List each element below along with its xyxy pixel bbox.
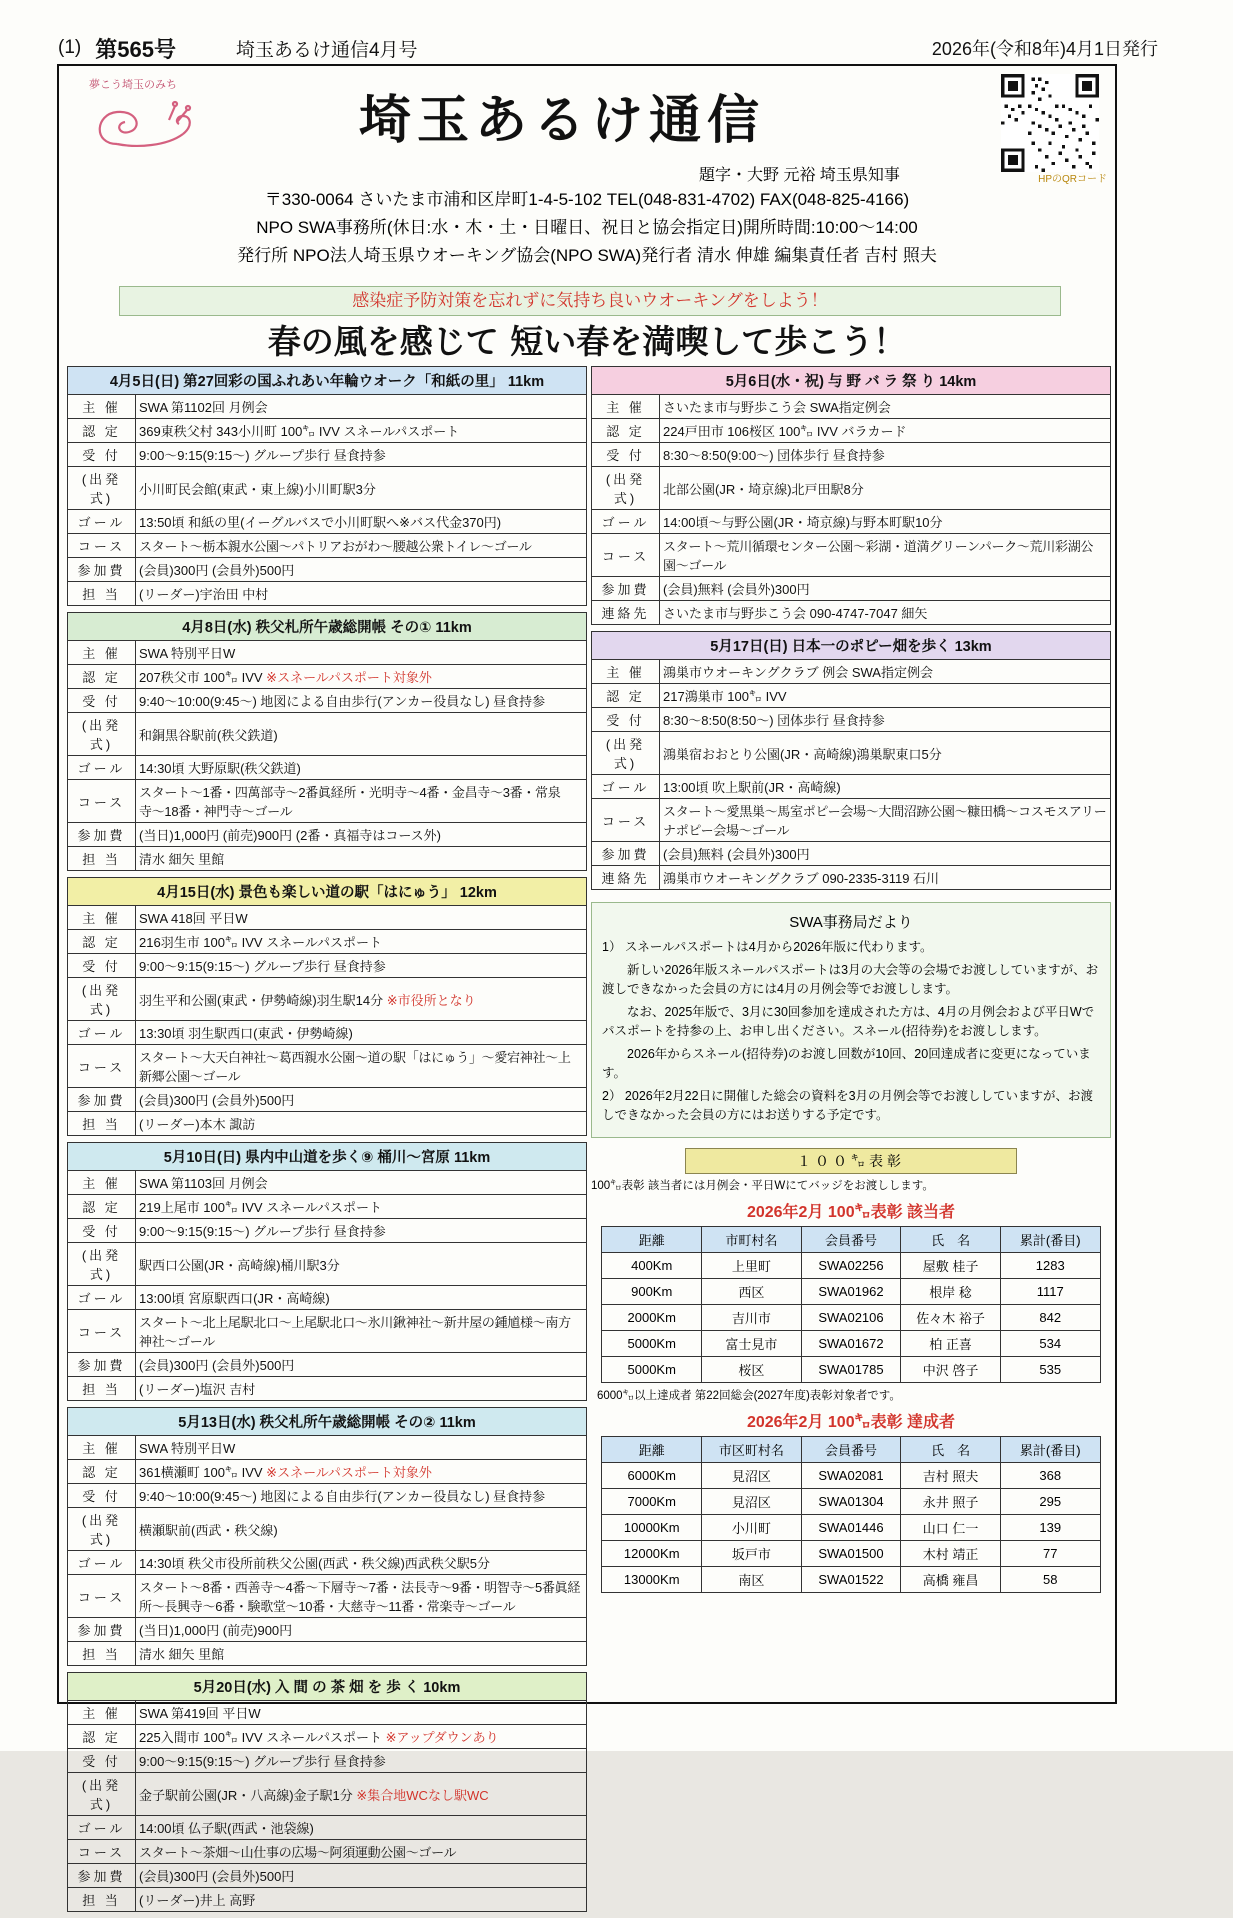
table-cell: 900Km xyxy=(602,1279,702,1305)
address-line-1: 〒330-0064 さいたま市浦和区岸町1-4-5-102 TEL(048-831-4702) FAX(048-825-4166) xyxy=(264,190,910,209)
event-title: 4月8日(水) 秩父札所午歳総開帳 その① 11km xyxy=(68,613,587,641)
row-label: 参加費 xyxy=(68,823,136,847)
row-label: 受 付 xyxy=(68,1749,136,1773)
column-header: 累計(番目) xyxy=(1000,1437,1100,1463)
logo-caption: 夢こう埼玉のみち xyxy=(89,79,177,91)
title-credit: 題字・大野 元裕 埼玉県知事 xyxy=(699,167,900,184)
office-news-item: なお、2025年版で、3月に30回参加を達成された方は、4月の月例会および平日Wでパスポートを持参の上、お申し出ください。スネール(招待券)をお渡しします。 xyxy=(602,1005,1095,1038)
event-block xyxy=(67,612,587,877)
table-cell: 木村 靖正 xyxy=(901,1541,1001,1567)
row-value: 清水 細矢 里館 xyxy=(136,847,587,871)
row-label: 担 当 xyxy=(68,582,136,606)
table-cell: 小川町 xyxy=(702,1515,802,1541)
row-label: (出発式) xyxy=(592,732,660,775)
table-cell: 富士見市 xyxy=(702,1331,802,1357)
row-label: ゴール xyxy=(68,1286,136,1310)
table-cell: 58 xyxy=(1000,1567,1100,1593)
event-block xyxy=(67,1142,587,1407)
column-header: 市区町村名 xyxy=(702,1437,802,1463)
row-label: ゴール xyxy=(68,1551,136,1575)
row-value: 361横瀬町 100㌔ IVV ※スネールパスポート対象外 xyxy=(136,1460,587,1484)
row-value: (会員)無料 (会員外)300円 xyxy=(660,577,1111,601)
row-label: 参加費 xyxy=(68,558,136,582)
page-title: 埼玉あるけ通信 xyxy=(359,90,766,151)
table-cell: 山口 仁一 xyxy=(901,1515,1001,1541)
table-cell: SWA02081 xyxy=(801,1463,901,1489)
table-cell: 2000Km xyxy=(602,1305,702,1331)
table-cell: SWA01962 xyxy=(801,1279,901,1305)
row-label: ゴール xyxy=(68,510,136,534)
row-label: コース xyxy=(68,1310,136,1353)
row-value: 13:50頃 和紙の里(イーグルバスで小川町駅へ※バス代金370円) xyxy=(136,510,587,534)
row-label: 認 定 xyxy=(68,1460,136,1484)
table-cell: 534 xyxy=(1000,1331,1100,1357)
row-value: 9:40〜10:00(9:45〜) 地図による自由歩行(アンカー役員なし) 昼食持参 xyxy=(136,689,587,713)
table-cell: 400Km xyxy=(602,1253,702,1279)
row-value: 鴻巣市ウオーキングクラブ 例会 SWA指定例会 xyxy=(660,660,1111,684)
row-label: コース xyxy=(68,1575,136,1618)
event-block xyxy=(67,1407,587,1672)
row-value: 14:30頃 大野原駅(秩父鉄道) xyxy=(136,756,587,780)
table-cell: 根岸 稔 xyxy=(901,1279,1001,1305)
row-label: 認 定 xyxy=(68,930,136,954)
column-header: 氏 名 xyxy=(901,1437,1001,1463)
table-cell: 368 xyxy=(1000,1463,1100,1489)
row-value: さいたま市与野歩こう会 090-4747-7047 細矢 xyxy=(660,601,1111,625)
row-value: スタート〜愛黒巣〜馬室ポピー会場〜大間沼跡公園〜糠田橋〜コスモスアリーナポピー会場〜ゴール xyxy=(660,799,1111,842)
table-cell: 永井 照子 xyxy=(901,1489,1001,1515)
row-label: 認 定 xyxy=(592,684,660,708)
row-value: スタート〜1番・四萬部寺〜2番眞経所・光明寺〜4番・金昌寺〜3番・常泉寺〜18番・神門寺〜ゴール xyxy=(136,780,587,823)
row-value: 9:00〜9:15(9:15〜) グループ歩行 昼食持参 xyxy=(136,443,587,467)
table-cell: 6000Km xyxy=(602,1463,702,1489)
address-line-3: 発行所 NPO法人埼玉県ウオーキング協会(NPO SWA)発行者 清水 伸雄 編集責任者 吉村 照夫 xyxy=(237,246,937,265)
table-row xyxy=(602,1305,1100,1331)
row-label: 受 付 xyxy=(68,689,136,713)
row-label: 担 当 xyxy=(68,1642,136,1666)
award2-title: 2026年2月 100㌔表彰 達成者 xyxy=(746,1414,956,1431)
row-label: 担 当 xyxy=(68,1112,136,1136)
table-cell: 西区 xyxy=(702,1279,802,1305)
table-cell: 139 xyxy=(1000,1515,1100,1541)
row-value: SWA 特別平日W xyxy=(136,1436,587,1460)
row-value: スタート〜栃本親水公園〜パトリアおがわ〜腰越公衆トイレ〜ゴール xyxy=(136,534,587,558)
office-news-box xyxy=(591,902,1111,1138)
event-title: 5月10日(日) 県内中山道を歩く⑨ 桶川〜宮原 11km xyxy=(68,1143,587,1171)
row-label: 連絡先 xyxy=(592,601,660,625)
table-cell: 桜区 xyxy=(702,1357,802,1383)
table-cell: 高橋 雍昌 xyxy=(901,1567,1001,1593)
row-value: 14:00頃〜与野公園(JR・埼京線)与野本町駅10分 xyxy=(660,510,1111,534)
row-label: 参加費 xyxy=(592,842,660,866)
row-label: 認 定 xyxy=(68,1725,136,1749)
event-title: 4月15日(水) 景色も楽しい道の駅「はにゅう」 12km xyxy=(68,878,587,906)
table-cell: 1283 xyxy=(1000,1253,1100,1279)
table-row xyxy=(602,1489,1100,1515)
row-label: ゴール xyxy=(592,510,660,534)
qr-code-icon xyxy=(1001,74,1099,172)
row-value: 13:30頃 羽生駅西口(東武・伊勢崎線) xyxy=(136,1021,587,1045)
row-value: さいたま市与野歩こう会 SWA指定例会 xyxy=(660,395,1111,419)
event-title: 5月6日(水・祝) 与 野 バ ラ 祭 り 14km xyxy=(592,367,1111,395)
table-cell: 535 xyxy=(1000,1357,1100,1383)
row-label: 参加費 xyxy=(68,1088,136,1112)
logo xyxy=(81,76,211,156)
row-value: 和銅黒谷駅前(秩父鉄道) xyxy=(136,713,587,756)
row-value: 小川町民会館(東武・東上線)小川町駅3分 xyxy=(136,467,587,510)
left-column xyxy=(67,366,587,1918)
row-value: 217鴻巣市 100㌔ IVV xyxy=(660,684,1111,708)
column-header: 累計(番目) xyxy=(1000,1227,1100,1253)
row-value-warning: ※アップダウンあり xyxy=(382,1730,499,1745)
table-cell: SWA01785 xyxy=(801,1357,901,1383)
table-cell: SWA01522 xyxy=(801,1567,901,1593)
row-value: (会員)300円 (会員外)500円 xyxy=(136,1353,587,1377)
row-value: スタート〜大天白神社〜葛西親水公園〜道の駅「はにゅう」〜愛宕神社〜上新郷公園〜ゴール xyxy=(136,1045,587,1088)
award2-table xyxy=(601,1436,1100,1593)
row-label: (出発式) xyxy=(68,467,136,510)
row-value-warning: ※集合地WCなし駅WC xyxy=(352,1787,489,1803)
event-title: 5月20日(水) 入 間 の 茶 畑 を 歩 く 10km xyxy=(68,1673,587,1701)
row-label: コース xyxy=(68,1045,136,1088)
table-row xyxy=(602,1567,1100,1593)
row-label: 連絡先 xyxy=(592,866,660,890)
row-value: スタート〜8番・西善寺〜4番〜下層寺〜7番・法長寺〜9番・明智寺〜5番眞経所〜長興寺〜6番・験歌堂〜10番・大慈寺〜11番・常楽寺〜ゴール xyxy=(136,1575,587,1618)
award1-footnote: 6000㌔以上達成者 第22回総会(2027年度)表彰対象者です。 xyxy=(597,1390,901,1402)
table-cell: 842 xyxy=(1000,1305,1100,1331)
awards-section xyxy=(591,1148,1111,1593)
issue-number: 第565号 xyxy=(95,36,176,62)
row-value: SWA 第419回 平日W xyxy=(136,1701,587,1725)
table-row xyxy=(602,1515,1100,1541)
row-label: ゴール xyxy=(592,775,660,799)
office-news-item: 2） 2026年2月22日に開催した総会の資料を3月の月例会等でお渡ししていますが、お渡しできなかった会員の方にはお送りする予定です。 xyxy=(602,1089,1094,1122)
table-cell: 1117 xyxy=(1000,1279,1100,1305)
row-label: 認 定 xyxy=(68,419,136,443)
row-value: 9:40〜10:00(9:45〜) 地図による自由歩行(アンカー役員なし) 昼食持参 xyxy=(136,1484,587,1508)
page-number: (1) xyxy=(58,37,82,58)
table-cell: 坂戸市 xyxy=(702,1541,802,1567)
row-label: 受 付 xyxy=(68,443,136,467)
table-cell: 柏 正喜 xyxy=(901,1331,1001,1357)
table-cell: 7000Km xyxy=(602,1489,702,1515)
row-value: 8:30〜8:50(9:00〜) 団体歩行 昼食持参 xyxy=(660,443,1111,467)
row-label: 担 当 xyxy=(68,847,136,871)
column-header: 会員番号 xyxy=(801,1437,901,1463)
table-cell: 南区 xyxy=(702,1567,802,1593)
event-block xyxy=(67,877,587,1142)
row-label: 参加費 xyxy=(592,577,660,601)
row-value: スタート〜荒川循環センター公園〜彩湖・道満グリーンパーク〜荒川彩湖公園〜ゴール xyxy=(660,534,1111,577)
row-label: (出発式) xyxy=(68,1508,136,1551)
row-label: 主 催 xyxy=(68,1701,136,1725)
row-label: 受 付 xyxy=(68,1219,136,1243)
table-cell: 屋敷 桂子 xyxy=(901,1253,1001,1279)
event-title: 5月17日(日) 日本一のポピー畑を歩く 13km xyxy=(592,632,1111,660)
page-header xyxy=(0,30,1233,66)
row-value: (当日)1,000円 (前売)900円 xyxy=(136,1618,587,1642)
table-cell: 12000Km xyxy=(602,1541,702,1567)
office-news-title: SWA事務局だより xyxy=(789,914,913,931)
table-row xyxy=(602,1253,1100,1279)
row-value: 14:30頃 秩父市役所前秩父公園(西武・秩父線)西武秩父駅5分 xyxy=(136,1551,587,1575)
table-cell: 5000Km xyxy=(602,1331,702,1357)
row-value: 羽生平和公園(東武・伊勢崎線)羽生駅14分 ※市役所となり xyxy=(136,978,587,1021)
row-label: 受 付 xyxy=(592,443,660,467)
row-value: (会員)300円 (会員外)500円 xyxy=(136,1864,587,1888)
awards-band: １００㌔表彰 xyxy=(685,1148,1017,1174)
snail-icon xyxy=(87,92,205,154)
issue-date: 2026年(令和8年)4月1日発行 xyxy=(931,39,1158,59)
row-label: 認 定 xyxy=(592,419,660,443)
row-label: 主 催 xyxy=(68,906,136,930)
row-label: 認 定 xyxy=(68,665,136,689)
row-label: 参加費 xyxy=(68,1864,136,1888)
row-value-warning: ※スネールパスポート対象外 xyxy=(262,670,432,685)
event-block xyxy=(591,631,1111,896)
table-cell: SWA01500 xyxy=(801,1541,901,1567)
table-cell: 中沢 啓子 xyxy=(901,1357,1001,1383)
spacer xyxy=(591,890,1111,896)
row-value: (会員)300円 (会員外)500円 xyxy=(136,1088,587,1112)
row-value: 8:30〜8:50(8:50〜) 団体歩行 昼食持参 xyxy=(660,708,1111,732)
table-cell: SWA01446 xyxy=(801,1515,901,1541)
row-label: 担 当 xyxy=(68,1377,136,1401)
award1-table xyxy=(601,1226,1100,1383)
row-value: スタート〜茶畑〜山仕事の広場〜阿須運動公園〜ゴール xyxy=(136,1840,587,1864)
table-cell: 上里町 xyxy=(702,1253,802,1279)
row-label: 担 当 xyxy=(68,1888,136,1912)
health-notice: 感染症予防対策を忘れずに気持ち良いウオーキングをしよう！ xyxy=(119,286,1061,316)
row-value: SWA 418回 平日W xyxy=(136,906,587,930)
row-label: 主 催 xyxy=(68,1171,136,1195)
event-block xyxy=(591,366,1111,631)
address-line-2: NPO SWA事務所(休日:水・木・土・日曜日、祝日と協会指定日)開所時間:10:00〜14:00 xyxy=(256,218,918,237)
qr-caption: HPのQRコード xyxy=(1038,174,1107,185)
row-value-warning: ※スネールパスポート対象外 xyxy=(262,1465,432,1480)
row-value: 鴻巣宿おおとり公園(JR・高崎線)鴻巣駅東口5分 xyxy=(660,732,1111,775)
row-label: 受 付 xyxy=(592,708,660,732)
table-cell: 5000Km xyxy=(602,1357,702,1383)
row-label: 受 付 xyxy=(68,1484,136,1508)
row-value: 219上尾市 100㌔ IVV スネールパスポート xyxy=(136,1195,587,1219)
row-label: コース xyxy=(592,799,660,842)
table-cell: SWA02256 xyxy=(801,1253,901,1279)
event-block xyxy=(67,1672,587,1918)
row-label: 主 催 xyxy=(68,641,136,665)
row-label: コース xyxy=(68,534,136,558)
column-header: 会員番号 xyxy=(801,1227,901,1253)
column-header: 距離 xyxy=(602,1227,702,1253)
table-cell: 佐々木 裕子 xyxy=(901,1305,1001,1331)
table-cell: 見沼区 xyxy=(702,1489,802,1515)
row-value: 224戸田市 106桜区 100㌔ IVV バラカード xyxy=(660,419,1111,443)
table-row xyxy=(602,1331,1100,1357)
row-value: 清水 細矢 里館 xyxy=(136,1642,587,1666)
row-value: (リーダー)宇治田 中村 xyxy=(136,582,587,606)
event-block xyxy=(67,366,587,612)
table-cell: 見沼区 xyxy=(702,1463,802,1489)
table-row xyxy=(602,1463,1100,1489)
award1-title: 2026年2月 100㌔表彰 該当者 xyxy=(746,1204,956,1221)
row-label: 主 催 xyxy=(68,1436,136,1460)
row-label: ゴール xyxy=(68,1021,136,1045)
main-frame xyxy=(57,64,1117,1908)
table-cell: SWA01304 xyxy=(801,1489,901,1515)
row-value: (当日)1,000円 (前売)900円 (2番・真福寺はコース外) xyxy=(136,823,587,847)
spacer xyxy=(67,1912,587,1918)
table-cell: 吉川市 xyxy=(702,1305,802,1331)
table-cell: 77 xyxy=(1000,1541,1100,1567)
row-value: (会員)無料 (会員外)300円 xyxy=(660,842,1111,866)
office-news-item: 新しい2026年版スネールパスポートは3月の大会等の会場でお渡ししていますが、お渡しできなかった会員の方には4月の月例会等でお渡しします。 xyxy=(602,963,1099,996)
row-value: (リーダー)井上 高野 xyxy=(136,1888,587,1912)
event-title: 4月5日(日) 第27回彩の国ふれあい年輪ウオーク「和紙の里」 11km xyxy=(68,367,587,395)
office-news-item: 2026年からスネール(招待券)のお渡し回数が10回、20回達成者に変更になっています。 xyxy=(602,1047,1091,1080)
row-value: スタート〜北上尾駅北口〜上尾駅北口〜氷川鍬神社〜新井屋の鍾馗様〜南方神社〜ゴール xyxy=(136,1310,587,1353)
table-cell: SWA01672 xyxy=(801,1331,901,1357)
row-value: 225入間市 100㌔ IVV スネールパスポート ※アップダウンあり xyxy=(136,1725,587,1749)
awards-note: 100㌔表彰 該当者には月例会・平日Wにてバッジをお渡しします。 xyxy=(591,1180,934,1192)
row-value: 横瀬駅前(西武・秩父線) xyxy=(136,1508,587,1551)
table-cell: 10000Km xyxy=(602,1515,702,1541)
row-value: 13:00頃 宮原駅西口(JR・高崎線) xyxy=(136,1286,587,1310)
office-news-item: 1） スネールパスポートは4月から2026年版に代わります。 xyxy=(602,940,933,954)
row-value: 14:00頃 仏子駅(西武・池袋線) xyxy=(136,1816,587,1840)
table-row xyxy=(602,1541,1100,1567)
table-row xyxy=(602,1279,1100,1305)
slogan: 春の風を感じて 短い春を満喫して歩こう！ xyxy=(267,322,907,361)
row-label: (出発式) xyxy=(68,1773,136,1816)
row-value: (リーダー)塩沢 吉村 xyxy=(136,1377,587,1401)
paper-name: 埼玉あるけ通信4月号 xyxy=(235,39,418,61)
row-value: SWA 特別平日W xyxy=(136,641,587,665)
event-title: 5月13日(水) 秩父札所午歳総開帳 その② 11km xyxy=(68,1408,587,1436)
row-label: (出発式) xyxy=(68,713,136,756)
row-label: ゴール xyxy=(68,1816,136,1840)
row-value: 北部公園(JR・埼京線)北戸田駅8分 xyxy=(660,467,1111,510)
row-label: 受 付 xyxy=(68,954,136,978)
table-row xyxy=(602,1357,1100,1383)
row-label: コース xyxy=(68,780,136,823)
row-value: 369東秩父村 343小川町 100㌔ IVV スネールパスポート xyxy=(136,419,587,443)
row-label: コース xyxy=(68,1840,136,1864)
row-value: 216羽生市 100㌔ IVV スネールパスポート xyxy=(136,930,587,954)
row-value: (リーダー)本木 諏訪 xyxy=(136,1112,587,1136)
row-value: 鴻巣市ウオーキングクラブ 090-2335-3119 石川 xyxy=(660,866,1111,890)
row-value: 金子駅前公園(JR・八高線)金子駅1分 ※集合地WCなし駅WC xyxy=(136,1773,587,1816)
row-value: 13:00頃 吹上駅前(JR・高崎線) xyxy=(660,775,1111,799)
row-label: コース xyxy=(592,534,660,577)
row-label: (出発式) xyxy=(68,978,136,1021)
row-label: 主 催 xyxy=(592,660,660,684)
table-cell: SWA02106 xyxy=(801,1305,901,1331)
row-value-warning: ※市役所となり xyxy=(383,992,476,1008)
row-value: 駅西口公園(JR・高崎線)桶川駅3分 xyxy=(136,1243,587,1286)
row-value: SWA 第1103回 月例会 xyxy=(136,1171,587,1195)
row-label: 主 催 xyxy=(592,395,660,419)
row-label: ゴール xyxy=(68,756,136,780)
row-label: (出発式) xyxy=(68,1243,136,1286)
publisher-info xyxy=(59,186,1115,270)
table-cell: 吉村 照夫 xyxy=(901,1463,1001,1489)
column-header: 氏 名 xyxy=(901,1227,1001,1253)
row-value: 207秩父市 100㌔ IVV ※スネールパスポート対象外 xyxy=(136,665,587,689)
row-label: 参加費 xyxy=(68,1353,136,1377)
table-cell: 13000Km xyxy=(602,1567,702,1593)
column-header: 距離 xyxy=(602,1437,702,1463)
row-value: 9:00〜9:15(9:15〜) グループ歩行 昼食持参 xyxy=(136,1749,587,1773)
row-label: 主 催 xyxy=(68,395,136,419)
row-label: 参加費 xyxy=(68,1618,136,1642)
column-header: 市町村名 xyxy=(702,1227,802,1253)
row-label: (出発式) xyxy=(592,467,660,510)
table-cell: 295 xyxy=(1000,1489,1100,1515)
row-value: 9:00〜9:15(9:15〜) グループ歩行 昼食持参 xyxy=(136,1219,587,1243)
row-value: 9:00〜9:15(9:15〜) グループ歩行 昼食持参 xyxy=(136,954,587,978)
row-value: (会員)300円 (会員外)500円 xyxy=(136,558,587,582)
row-label: 認 定 xyxy=(68,1195,136,1219)
right-column xyxy=(591,366,1111,1593)
row-value: SWA 第1102回 月例会 xyxy=(136,395,587,419)
